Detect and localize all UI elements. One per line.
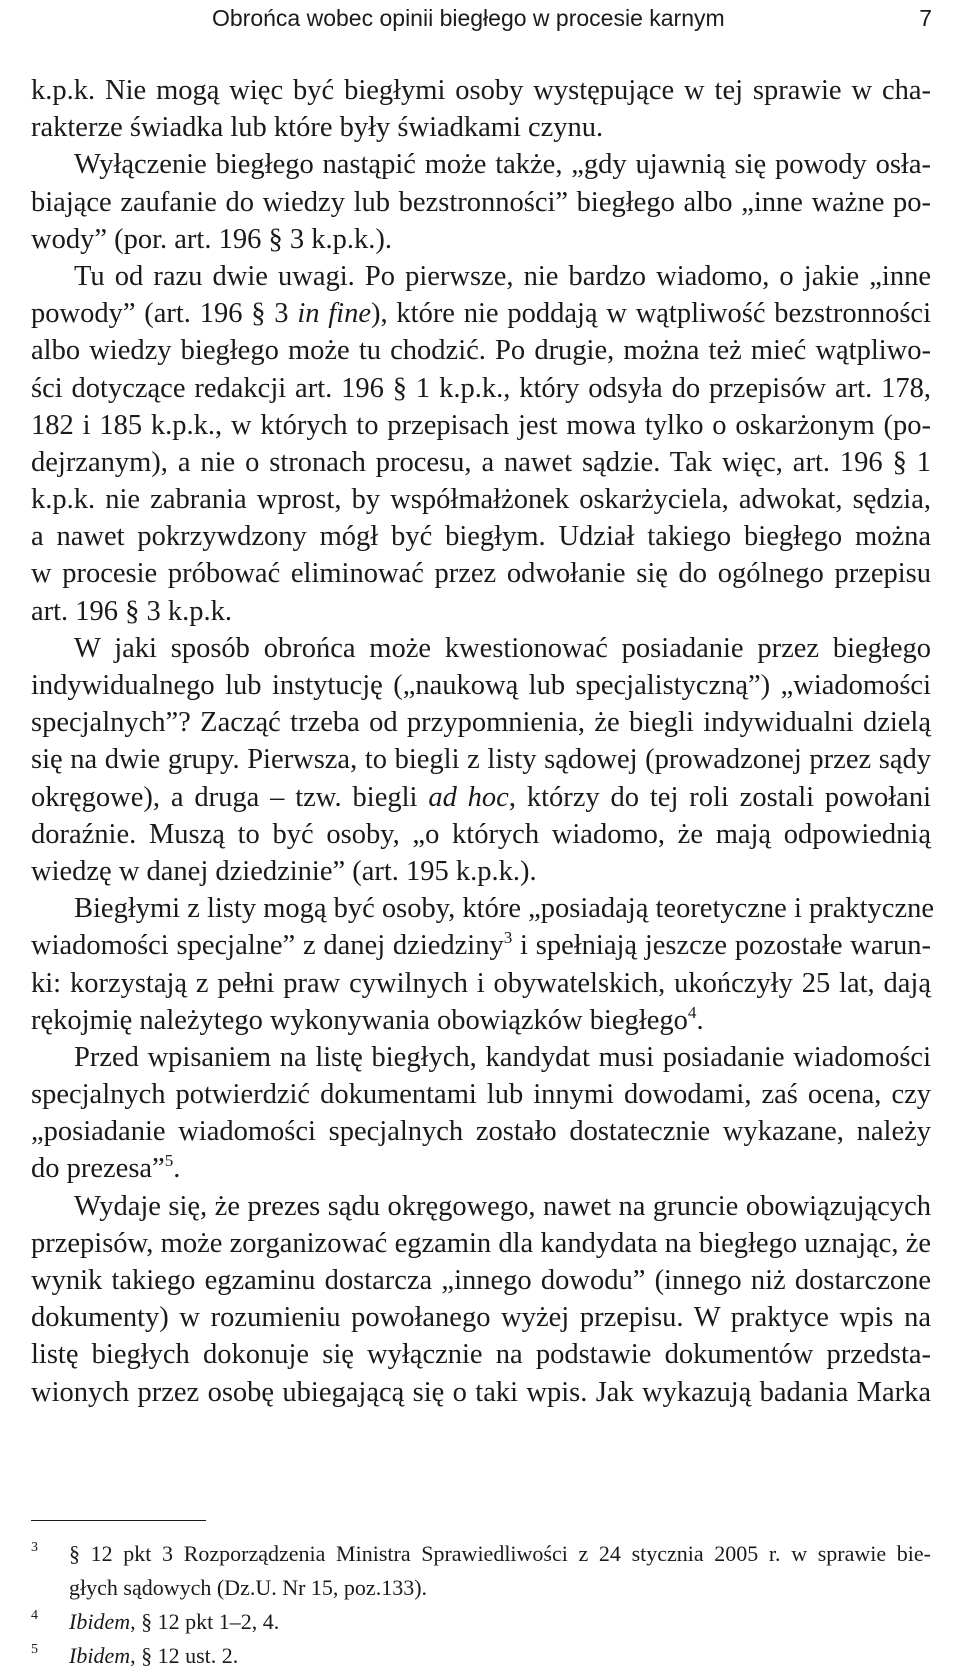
- italic-phrase: ad hoc: [428, 781, 509, 813]
- text-line: wiedzę w danej dziedzinie” (art. 195 k.p.k.).: [31, 855, 537, 887]
- text-fragment: i spełniają jeszcze pozostałe warun-: [512, 930, 931, 962]
- footnote-4: [31, 1605, 931, 1639]
- text-line: [31, 1002, 931, 1039]
- body-text: [31, 72, 934, 1411]
- text-fragment: do prezesa”: [31, 1153, 165, 1185]
- footnote-ref: 3: [503, 928, 513, 948]
- footnote-3: [31, 1537, 931, 1605]
- running-title: Obrońca wobec opinii biegłego w procesie karnym: [212, 5, 725, 31]
- page-number: 7: [919, 5, 932, 31]
- footnote-number: 3: [31, 1540, 38, 1555]
- italic-phrase: Ibidem: [69, 1609, 131, 1634]
- text-fragment: rękojmię należytego wykonywania obowiązków biegłego: [31, 1004, 688, 1036]
- text-line: listę biegłych dokonuje się wyłącznie na podstawie dokumentów przedsta-: [31, 1339, 931, 1371]
- text-fragment: .: [173, 1153, 181, 1185]
- text-line: W jaki sposób obrońca może kwestionować posiadanie przez biegłego: [74, 632, 931, 664]
- text-line: ki: korzystają z pełni praw cywilnych i obywatelskich, ukończyły 25 lat, dają: [31, 967, 931, 999]
- text-fragment: , § 12 pkt 1–2, 4.: [130, 1609, 280, 1634]
- text-fragment: .: [696, 1004, 704, 1036]
- text-line: Biegłymi z listy mogą być osoby, które „posiadają teoretyczne i praktyczne: [74, 893, 934, 925]
- text-line: [31, 927, 931, 964]
- text-line: 182 i 185 k.p.k., w których to przepisach jest mowa tylko o oskarżonym (po-: [31, 409, 931, 441]
- text-fragment: okręgowe), a druga – tzw. biegli: [31, 781, 429, 813]
- text-line: wody” (por. art. 196 § 3 k.p.k.).: [31, 223, 392, 255]
- text-line: specjalnych”? Zacząć trzeba od przypomnienia, że biegli indywidualni dzielą: [31, 707, 931, 739]
- text-line: Tu od razu dwie uwagi. Po pierwsze, nie bardzo wiadomo, o jakie „inne: [74, 260, 931, 292]
- footnote-separator: [31, 1520, 206, 1521]
- footnote-number: 5: [31, 1642, 38, 1657]
- text-fragment: powody” (art. 196 § 3: [31, 298, 298, 330]
- text-line: a nawet pokrzywdzony mógł być biegłym. Udział takiego biegłego można: [31, 521, 931, 553]
- text-line: art. 196 § 3 k.p.k.: [31, 595, 233, 627]
- text-fragment: wiadomości specjalne” z danej dziedziny: [31, 930, 504, 962]
- text-line: wionych przez osobę ubiegającą się o taki wpis. Jak wykazują badania Marka: [31, 1376, 931, 1408]
- text-line: [31, 295, 931, 332]
- text-line: [31, 779, 931, 816]
- text-line: się na dwie grupy. Pierwsza, to biegli z listy sądowej (prowadzonej przez sądy: [31, 744, 931, 776]
- text-line: k.p.k. nie zabrania wprost, by współmałżonek oskarżyciela, adwokat, sędzia,: [31, 484, 931, 516]
- text-line: w procesie próbować eliminować przez odwołanie się do ogólnego przepisu: [31, 558, 931, 590]
- footnote-line: [69, 1639, 931, 1673]
- text-line: dokumenty) w rozumieniu powołanego wyżej przepisu. W praktyce wpis na: [31, 1302, 931, 1334]
- text-line: dejrzanym), a nie o stronach procesu, a nawet sądzie. Tak więc, art. 196 § 1: [31, 446, 931, 478]
- text-line: albo wiedzy biegłego może tu chodzić. Po drugie, można też mieć wątpliwo-: [31, 335, 931, 367]
- text-line: Przed wpisaniem na listę biegłych, kandydat musi posiadanie wiadomości: [74, 1041, 931, 1073]
- text-line: k.p.k. Nie mogą więc być biegłymi osoby występujące w tej sprawie w cha-: [31, 75, 931, 106]
- footnote-line: głych sądowych (Dz.U. Nr 15, poz.133).: [69, 1575, 428, 1600]
- text-fragment: , którzy do tej roli zostali powołani: [508, 781, 932, 813]
- footnotes: [31, 1537, 931, 1673]
- footnote-ref: 4: [687, 1002, 697, 1022]
- text-line: wynik takiego egzaminu dostarcza „innego dowodu” (innego niż dostarczone: [31, 1265, 931, 1296]
- italic-phrase: Ibidem: [69, 1643, 131, 1668]
- italic-phrase: in fine: [297, 298, 371, 330]
- footnote-number: 4: [31, 1608, 38, 1623]
- text-line: indywidualnego lub instytucję („naukową lub specjalistyczną”) „wiadomości: [31, 670, 931, 701]
- text-line: specjalnych potwierdzić dokumentami lub innymi dowodami, zaś ocena, czy: [31, 1079, 931, 1111]
- text-fragment: , § 12 ust. 2.: [130, 1643, 239, 1668]
- text-line: [31, 1150, 931, 1187]
- text-line: rakterze świadka lub które były świadkami czynu.: [31, 112, 604, 144]
- text-line: doraźnie. Muszą to być osoby, „o których wiadomo, że mają odpowiednią: [31, 818, 931, 850]
- text-line: przepisów, może zorganizować egzamin dla kandydata na biegłego uznając, że: [31, 1227, 931, 1259]
- text-fragment: ), które nie poddają w wątpliwość bezstronności: [371, 298, 931, 330]
- text-line: Wydaje się, że prezes sądu okręgowego, nawet na gruncie obowiązujących: [74, 1190, 931, 1222]
- footnote-ref: 5: [164, 1151, 174, 1171]
- text-line: ści dotyczące redakcji art. 196 § 1 k.p.k., który odsyła do przepisów art. 178,: [31, 372, 931, 404]
- footnote-line: § 12 pkt 3 Rozporządzenia Ministra Sprawiedliwości z 24 stycznia 2005 r. w sprawie bie-: [69, 1541, 931, 1566]
- text-line: Wyłączenie biegłego nastąpić może także, „gdy ujawnią się powody osła-: [74, 149, 931, 181]
- text-line: biające zaufanie do wiedzy lub bezstronności” biegłego albo „inne ważne po-: [31, 186, 931, 218]
- footnote-5: [31, 1639, 931, 1673]
- text-line: „posiadanie wiadomości specjalnych zostało dostatecznie wykazane, należy: [31, 1116, 931, 1148]
- footnote-line: [69, 1605, 931, 1639]
